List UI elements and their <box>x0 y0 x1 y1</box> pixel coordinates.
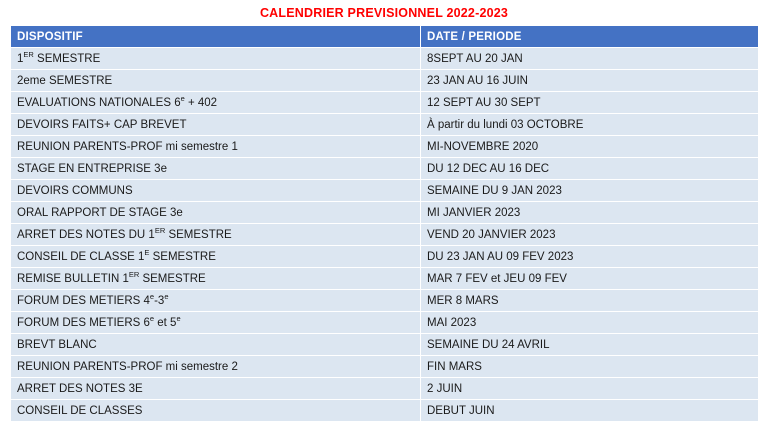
cell-dispositif: FORUM DES METIERS 4e-3e <box>11 290 421 312</box>
cell-dispositif: EVALUATIONS NATIONALES $6^e + 402$ <box>11 92 421 114</box>
cell-dispositif: BREVT BLANC <box>11 334 421 356</box>
cell-dispositif: REUNION PARENTS-PROF mi semestre 2 <box>11 356 421 378</box>
table-row <box>11 356 759 378</box>
cell-date: MI JANVIER 2023 <box>421 202 759 224</box>
column-header-dispositif: DISPOSITIF <box>11 26 421 48</box>
cell-dispositif: FORUM DES METIERS 6e et 5e <box>11 312 421 334</box>
cell-date: SEMAINE DU 9 JAN 2023 <box>421 180 759 202</box>
cell-dispositif: REUNION PARENTS-PROF mi semestre 1 <box>11 136 421 158</box>
cell-dispositif: STAGE EN ENTREPRISE 3e <box>11 158 421 180</box>
cell-date: 23 JAN AU 16 JUIN <box>421 70 759 92</box>
table-header <box>11 26 759 48</box>
table-row <box>11 92 759 114</box>
cell-date: VEND 20 JANVIER 2023 <box>421 224 759 246</box>
table-row <box>11 136 759 158</box>
cell-dispositif: REMISE BULLETIN 1ER SEMESTRE <box>11 268 421 290</box>
cell-date: 8SEPT AU 20 JAN <box>421 48 759 70</box>
table-body <box>11 48 759 422</box>
cell-date: MAR 7 FEV et JEU 09 FEV <box>421 268 759 290</box>
cell-dispositif: ARRET DES NOTES DU 1ER SEMESTRE <box>11 224 421 246</box>
table-row <box>11 48 759 70</box>
table-row <box>11 180 759 202</box>
cell-date: MER 8 MARS <box>421 290 759 312</box>
cell-date: FIN MARS <box>421 356 759 378</box>
table-row <box>11 246 759 268</box>
table-row <box>11 290 759 312</box>
cell-date: MI-NOVEMBRE 2020 <box>421 136 759 158</box>
cell-date: MAI 2023 <box>421 312 759 334</box>
cell-date: DU 23 JAN AU 09 FEV 2023 <box>421 246 759 268</box>
cell-date: 2 JUIN <box>421 378 759 400</box>
table-row <box>11 334 759 356</box>
cell-date: DU 12 DEC AU 16 DEC <box>421 158 759 180</box>
cell-dispositif: ORAL RAPPORT DE STAGE 3e <box>11 202 421 224</box>
table-row <box>11 158 759 180</box>
table-row <box>11 312 759 334</box>
column-header-date: DATE / PERIODE <box>421 26 759 48</box>
page-title: CALENDRIER PREVISIONNEL 2022-2023 <box>259 6 509 20</box>
cell-date: DEBUT JUIN <box>421 400 759 422</box>
cell-date: 12 SEPT AU 30 SEPT <box>421 92 759 114</box>
table-row <box>11 400 759 422</box>
cell-dispositif: DEVOIRS FAITS+ CAP BREVET <box>11 114 421 136</box>
table-row <box>11 70 759 92</box>
cell-dispositif: CONSEIL DE CLASSE $1^E$ SEMESTRE <box>11 246 421 268</box>
cell-dispositif: CONSEIL DE CLASSES <box>11 400 421 422</box>
cell-date: SEMAINE DU 24 AVRIL <box>421 334 759 356</box>
cell-date: À partir du lundi 03 OCTOBRE <box>421 114 759 136</box>
table-row <box>11 268 759 290</box>
table-header-row <box>11 26 759 48</box>
table-row <box>11 114 759 136</box>
table-row <box>11 202 759 224</box>
calendar-table <box>10 25 759 422</box>
cell-dispositif: ARRET DES NOTES 3E <box>11 378 421 400</box>
table-row <box>11 224 759 246</box>
cell-dispositif: 1ER SEMESTRE <box>11 48 421 70</box>
cell-dispositif: DEVOIRS COMMUNS <box>11 180 421 202</box>
table-row <box>11 378 759 400</box>
cell-dispositif: 2eme SEMESTRE <box>11 70 421 92</box>
